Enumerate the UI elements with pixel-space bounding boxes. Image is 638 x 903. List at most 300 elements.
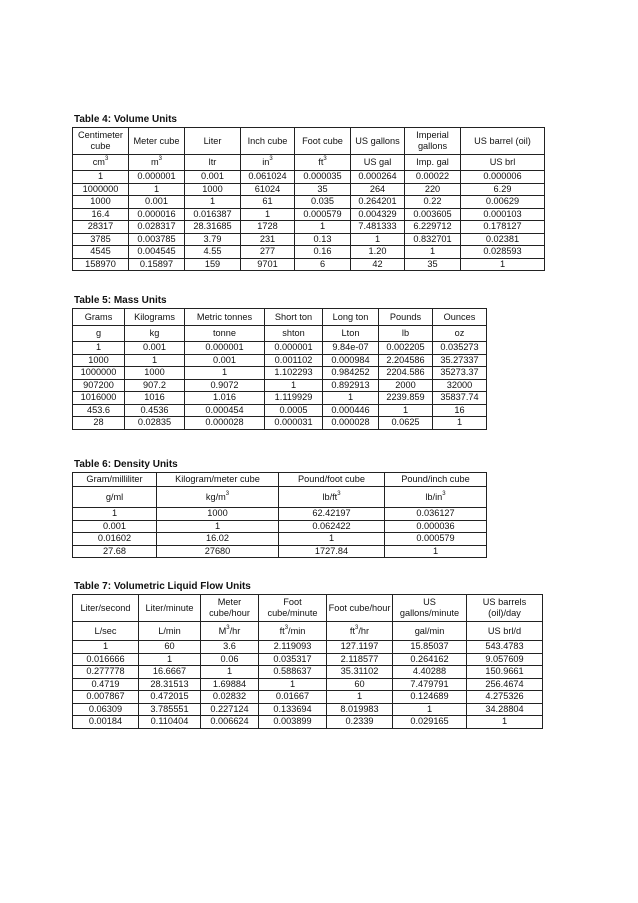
table-cell: 1016000 xyxy=(73,392,125,405)
unit-base: gal/min xyxy=(414,625,445,636)
table-cell: 127.1197 xyxy=(327,641,393,654)
table-cell: 1 xyxy=(259,678,327,691)
unit-cell xyxy=(139,622,201,641)
mass-units-section xyxy=(72,295,562,430)
column-header: Metric tonnes xyxy=(185,309,265,326)
table-cell: 0.006624 xyxy=(201,716,259,729)
table-row xyxy=(73,258,545,271)
table-cell: 0.0625 xyxy=(379,417,433,430)
table-row xyxy=(73,354,487,367)
table-cell: 0.22 xyxy=(405,196,461,209)
table-cell: 0.000579 xyxy=(295,208,351,221)
table-cell: 9.84e-07 xyxy=(323,342,379,355)
table-cell: 27680 xyxy=(157,545,279,558)
column-header: Pound/foot cube xyxy=(279,473,385,487)
table-row xyxy=(73,716,543,729)
mass-units-table xyxy=(72,308,487,430)
table-row xyxy=(73,508,487,521)
table-cell: 0.000001 xyxy=(129,171,185,184)
table-cell: 3.79 xyxy=(185,233,241,246)
table-cell: 0.001 xyxy=(185,171,241,184)
column-header: Liter xyxy=(185,128,241,155)
table-cell: 0.003899 xyxy=(259,716,327,729)
column-header: Short ton xyxy=(265,309,323,326)
table-cell: 16.02 xyxy=(157,533,279,546)
unit-base: kg xyxy=(149,328,160,339)
table-row xyxy=(73,171,545,184)
unit-exponent: 3 xyxy=(355,624,359,631)
table-cell: 1 xyxy=(201,666,259,679)
table-cell: 0.124689 xyxy=(393,691,467,704)
table-cell: 1000 xyxy=(73,196,129,209)
table-cell: 9.057609 xyxy=(467,653,543,666)
table-cell: 1728 xyxy=(241,221,295,234)
table-cell: 1 xyxy=(351,233,405,246)
column-header: Ounces xyxy=(433,309,487,326)
table-cell: 1 xyxy=(467,716,543,729)
table-row xyxy=(73,392,487,405)
table-row xyxy=(73,545,487,558)
table-cell: 1.102293 xyxy=(265,367,323,380)
table-row xyxy=(73,246,545,259)
table-cell: 0.00629 xyxy=(461,196,545,209)
table-cell: 0.003605 xyxy=(405,208,461,221)
table-cell: 0.472015 xyxy=(139,691,201,704)
table-cell: 35 xyxy=(405,258,461,271)
table-cell: 1000000 xyxy=(73,183,129,196)
unit-exponent: 3 xyxy=(284,624,289,631)
unit-base: shton xyxy=(282,328,305,339)
column-header: Foot cube/hour xyxy=(327,595,393,622)
table-cell: 1 xyxy=(185,367,265,380)
unit-base: g/ml xyxy=(105,491,124,502)
table-cell: 35837.74 xyxy=(433,392,487,405)
unit-cell xyxy=(295,155,351,171)
table-cell: 0.000031 xyxy=(265,417,323,430)
table-cell: 159 xyxy=(185,258,241,271)
unit-cell xyxy=(201,622,259,641)
table-cell: 0.000001 xyxy=(265,342,323,355)
table-cell: 28317 xyxy=(73,221,129,234)
table-cell: 1 xyxy=(73,171,129,184)
table-row xyxy=(73,666,543,679)
table-cell: 0.892913 xyxy=(323,379,379,392)
table-cell: 1 xyxy=(433,417,487,430)
unit-row xyxy=(73,155,545,171)
table-row xyxy=(73,703,543,716)
table-cell: 543.4783 xyxy=(467,641,543,654)
table-cell: 2000 xyxy=(379,379,433,392)
table-cell: 15.85037 xyxy=(393,641,467,654)
table-cell: 0.02381 xyxy=(461,233,545,246)
table-cell: 1 xyxy=(73,508,157,521)
table-cell: 0.004545 xyxy=(129,246,185,259)
unit-base: M xyxy=(218,625,227,636)
table-cell: 0.000264 xyxy=(351,171,405,184)
table-cell: 0.832701 xyxy=(405,233,461,246)
table-cell: 0.4536 xyxy=(125,404,185,417)
table-cell: 4.275326 xyxy=(467,691,543,704)
table-cell: 7.479791 xyxy=(393,678,467,691)
table-cell: 0.000446 xyxy=(323,404,379,417)
column-header: Pounds xyxy=(379,309,433,326)
table-caption: Table 5: Mass Units xyxy=(74,295,167,306)
table-cell: 1.69884 xyxy=(201,678,259,691)
unit-cell xyxy=(351,155,405,171)
column-header: Meter cube/hour xyxy=(201,595,259,622)
header-row xyxy=(73,595,543,622)
table-cell: 0.000579 xyxy=(385,533,487,546)
unit-exponent: 3 xyxy=(104,156,109,163)
unit-cell xyxy=(185,155,241,171)
table-cell: 0.2339 xyxy=(327,716,393,729)
table-cell: 35.31102 xyxy=(327,666,393,679)
table-cell: 0.264201 xyxy=(351,196,405,209)
unit-cell xyxy=(323,326,379,342)
column-header: Imperial gallons xyxy=(405,128,461,155)
table-cell: 0.9072 xyxy=(185,379,265,392)
table-cell: 0.001102 xyxy=(265,354,323,367)
table-cell: 0.016387 xyxy=(185,208,241,221)
table-cell: 42 xyxy=(351,258,405,271)
table-cell: 3785 xyxy=(73,233,129,246)
table-row xyxy=(73,196,545,209)
table-cell: 907200 xyxy=(73,379,125,392)
header-row xyxy=(73,473,487,487)
table-cell: 28 xyxy=(73,417,125,430)
table-cell: 0.0005 xyxy=(265,404,323,417)
table-cell: 35273.37 xyxy=(433,367,487,380)
table-cell: 0.02835 xyxy=(125,417,185,430)
table-cell: 61 xyxy=(241,196,295,209)
table-caption: Table 7: Volumetric Liquid Flow Units xyxy=(74,581,251,592)
column-header: Pound/inch cube xyxy=(385,473,487,487)
table-cell: 0.035273 xyxy=(433,342,487,355)
table-cell: 60 xyxy=(327,678,393,691)
table-cell: 0.000984 xyxy=(323,354,379,367)
table-row xyxy=(73,653,543,666)
unit-base: tonne xyxy=(213,328,236,339)
table-cell: 1 xyxy=(393,703,467,716)
unit-cell xyxy=(185,326,265,342)
table-cell: 1000 xyxy=(125,367,185,380)
unit-base: lb/ft xyxy=(322,491,338,502)
table-cell: 1000000 xyxy=(73,367,125,380)
table-cell: 4545 xyxy=(73,246,129,259)
unit-base: oz xyxy=(454,328,465,339)
column-header: US barrels (oil)/day xyxy=(467,595,543,622)
unit-base: Lton xyxy=(341,328,360,339)
volume-units-section xyxy=(72,114,562,271)
unit-cell xyxy=(405,155,461,171)
table-cell: 0.01602 xyxy=(73,533,157,546)
column-header: Meter cube xyxy=(129,128,185,155)
table-row xyxy=(73,678,543,691)
table-cell: 4.55 xyxy=(185,246,241,259)
table-caption: Table 4: Volume Units xyxy=(74,114,177,125)
table-cell: 0.16 xyxy=(295,246,351,259)
table-row xyxy=(73,342,487,355)
table-cell: 2.119093 xyxy=(259,641,327,654)
unit-cell xyxy=(393,622,467,641)
volume-units-table xyxy=(72,127,545,271)
table-cell: 1 xyxy=(323,392,379,405)
table-cell: 0.133694 xyxy=(259,703,327,716)
table-cell: 0.016666 xyxy=(73,653,139,666)
table-cell: 0.007867 xyxy=(73,691,139,704)
table-cell: 0.001 xyxy=(125,342,185,355)
unit-row xyxy=(73,326,487,342)
unit-exponent: 3 xyxy=(225,490,230,497)
table-cell: 0.035 xyxy=(295,196,351,209)
unit-row xyxy=(73,622,543,641)
table-cell: 0.000454 xyxy=(185,404,265,417)
unit-base: L/sec xyxy=(94,625,117,636)
table-cell: 0.062422 xyxy=(279,520,385,533)
volumetric-liquid-flow-section xyxy=(72,581,562,729)
column-header: US gallons xyxy=(351,128,405,155)
table-cell: 1000 xyxy=(185,183,241,196)
table-cell: 0.588637 xyxy=(259,666,327,679)
column-header: Kilograms xyxy=(125,309,185,326)
table-cell: 0.000103 xyxy=(461,208,545,221)
table-cell: 0.035317 xyxy=(259,653,327,666)
table-row xyxy=(73,183,545,196)
unit-cell xyxy=(279,487,385,508)
table-cell: 0.004329 xyxy=(351,208,405,221)
table-cell: 2.204586 xyxy=(379,354,433,367)
table-cell: 3.6 xyxy=(201,641,259,654)
table-cell: 1000 xyxy=(157,508,279,521)
unit-cell xyxy=(327,622,393,641)
table-row xyxy=(73,417,487,430)
unit-suffix: /hr xyxy=(358,625,370,636)
column-header: Foot cube/minute xyxy=(259,595,327,622)
unit-base: g xyxy=(95,328,102,339)
unit-exponent: 3 xyxy=(323,156,327,163)
unit-cell xyxy=(73,155,129,171)
unit-cell xyxy=(433,326,487,342)
table-cell: 0.277778 xyxy=(73,666,139,679)
unit-base: ft xyxy=(279,625,285,636)
unit-cell xyxy=(73,487,157,508)
header-row xyxy=(73,128,545,155)
unit-exponent: 3 xyxy=(442,490,446,497)
table-cell: 62.42197 xyxy=(279,508,385,521)
unit-row xyxy=(73,487,487,508)
table-cell: 0.4719 xyxy=(73,678,139,691)
table-cell: 0.13 xyxy=(295,233,351,246)
table-row xyxy=(73,520,487,533)
table-cell: 0.01667 xyxy=(259,691,327,704)
column-header: Gram/milliliter xyxy=(73,473,157,487)
table-cell: 1 xyxy=(279,533,385,546)
table-cell: 32000 xyxy=(433,379,487,392)
unit-exponent: 3 xyxy=(226,624,230,631)
table-cell: 0.001 xyxy=(73,520,157,533)
unit-cell xyxy=(241,155,295,171)
table-row xyxy=(73,233,545,246)
unit-base: L/min xyxy=(158,625,181,636)
table-row xyxy=(73,208,545,221)
table-row xyxy=(73,221,545,234)
table-cell: 0.061024 xyxy=(241,171,295,184)
table-cell: 8.019983 xyxy=(327,703,393,716)
column-header: Kilogram/meter cube xyxy=(157,473,279,487)
table-cell: 1 xyxy=(461,258,545,271)
table-cell: 231 xyxy=(241,233,295,246)
table-cell: 0.110404 xyxy=(139,716,201,729)
unit-suffix: /min xyxy=(288,625,306,636)
table-cell: 1727.84 xyxy=(279,545,385,558)
table-row xyxy=(73,691,543,704)
unit-cell xyxy=(461,155,545,171)
unit-base: ft xyxy=(318,157,324,168)
table-cell: 1 xyxy=(327,691,393,704)
table-cell: 28.31685 xyxy=(185,221,241,234)
table-cell: 0.984252 xyxy=(323,367,379,380)
unit-suffix: /hr xyxy=(229,625,241,636)
table-cell: 0.178127 xyxy=(461,221,545,234)
unit-cell xyxy=(125,326,185,342)
column-header: US gallons/minute xyxy=(393,595,467,622)
table-cell: 61024 xyxy=(241,183,295,196)
table-cell: 0.000001 xyxy=(185,342,265,355)
table-cell: 60 xyxy=(139,641,201,654)
table-cell: 35 xyxy=(295,183,351,196)
table-cell: 0.00184 xyxy=(73,716,139,729)
column-header: US barrel (oil) xyxy=(461,128,545,155)
table-cell: 1 xyxy=(73,342,125,355)
table-cell: 277 xyxy=(241,246,295,259)
unit-base: Imp. gal xyxy=(416,157,449,168)
unit-exponent: 3 xyxy=(269,156,273,163)
table-row xyxy=(73,641,543,654)
table-row xyxy=(73,533,487,546)
table-cell: 27.68 xyxy=(73,545,157,558)
density-units-section xyxy=(72,459,562,558)
table-row xyxy=(73,367,487,380)
unit-base: US brl xyxy=(489,157,516,168)
table-cell: 16 xyxy=(433,404,487,417)
density-units-table xyxy=(72,472,487,558)
column-header: Grams xyxy=(73,309,125,326)
column-header: Liter/second xyxy=(73,595,139,622)
table-cell: 3.785551 xyxy=(139,703,201,716)
table-cell: 0.15897 xyxy=(129,258,185,271)
table-cell: 0.06 xyxy=(201,653,259,666)
table-cell: 256.4674 xyxy=(467,678,543,691)
table-cell: 2239.859 xyxy=(379,392,433,405)
unit-base: US gal xyxy=(363,157,392,168)
table-cell: 28.31513 xyxy=(139,678,201,691)
table-cell: 0.02832 xyxy=(201,691,259,704)
table-cell: 4.40288 xyxy=(393,666,467,679)
unit-cell xyxy=(129,155,185,171)
table-cell: 0.029165 xyxy=(393,716,467,729)
table-cell: 0.000016 xyxy=(129,208,185,221)
table-cell: 0.000006 xyxy=(461,171,545,184)
table-cell: 16.4 xyxy=(73,208,129,221)
unit-base: kg/m xyxy=(205,491,226,502)
table-cell: 1 xyxy=(185,196,241,209)
table-cell: 0.001 xyxy=(185,354,265,367)
table-caption: Table 6: Density Units xyxy=(74,459,178,470)
column-header: Liter/minute xyxy=(139,595,201,622)
unit-base: cm xyxy=(92,157,105,168)
table-cell: 0.000035 xyxy=(295,171,351,184)
table-cell: 907.2 xyxy=(125,379,185,392)
table-cell: 1 xyxy=(129,183,185,196)
table-cell: 1 xyxy=(139,653,201,666)
column-header: Centimeter cube xyxy=(73,128,129,155)
unit-base: ft xyxy=(349,625,356,636)
table-row xyxy=(73,404,487,417)
table-cell: 16.6667 xyxy=(139,666,201,679)
table-cell: 0.000028 xyxy=(323,417,379,430)
unit-base: m xyxy=(151,157,159,168)
column-header: Inch cube xyxy=(241,128,295,155)
table-cell: 7.481333 xyxy=(351,221,405,234)
table-cell: 220 xyxy=(405,183,461,196)
table-cell: 0.000028 xyxy=(185,417,265,430)
table-cell: 158970 xyxy=(73,258,129,271)
unit-base: lb/in xyxy=(425,491,443,502)
unit-cell xyxy=(265,326,323,342)
table-cell: 150.9661 xyxy=(467,666,543,679)
table-cell: 0.001 xyxy=(129,196,185,209)
table-cell: 1.20 xyxy=(351,246,405,259)
table-cell: 1 xyxy=(157,520,279,533)
unit-base: US brl/d xyxy=(487,625,522,636)
table-cell: 1.119929 xyxy=(265,392,323,405)
unit-base: lb xyxy=(401,328,410,339)
table-cell: 6.29 xyxy=(461,183,545,196)
table-cell: 1 xyxy=(241,208,295,221)
table-cell: 1 xyxy=(125,354,185,367)
table-cell: 0.036127 xyxy=(385,508,487,521)
column-header: Long ton xyxy=(323,309,379,326)
unit-exponent: 3 xyxy=(337,490,341,497)
unit-cell xyxy=(157,487,279,508)
unit-cell xyxy=(379,326,433,342)
table-row xyxy=(73,379,487,392)
unit-cell xyxy=(73,326,125,342)
table-cell: 264 xyxy=(351,183,405,196)
table-cell: 1 xyxy=(265,379,323,392)
table-cell: 1 xyxy=(295,221,351,234)
unit-cell xyxy=(259,622,327,641)
table-cell: 1 xyxy=(73,641,139,654)
table-cell: 9701 xyxy=(241,258,295,271)
unit-cell xyxy=(467,622,543,641)
column-header: Foot cube xyxy=(295,128,351,155)
unit-base: ltr xyxy=(208,157,217,168)
unit-cell xyxy=(73,622,139,641)
table-cell: 2.118577 xyxy=(327,653,393,666)
table-cell: 1000 xyxy=(73,354,125,367)
table-cell: 2204.586 xyxy=(379,367,433,380)
table-cell: 0.264162 xyxy=(393,653,467,666)
table-cell: 35.27337 xyxy=(433,354,487,367)
table-cell: 0.002205 xyxy=(379,342,433,355)
table-cell: 6 xyxy=(295,258,351,271)
table-cell: 34.28804 xyxy=(467,703,543,716)
unit-base: in xyxy=(262,157,270,168)
table-cell: 1 xyxy=(405,246,461,259)
table-cell: 1.016 xyxy=(185,392,265,405)
table-cell: 6.229712 xyxy=(405,221,461,234)
